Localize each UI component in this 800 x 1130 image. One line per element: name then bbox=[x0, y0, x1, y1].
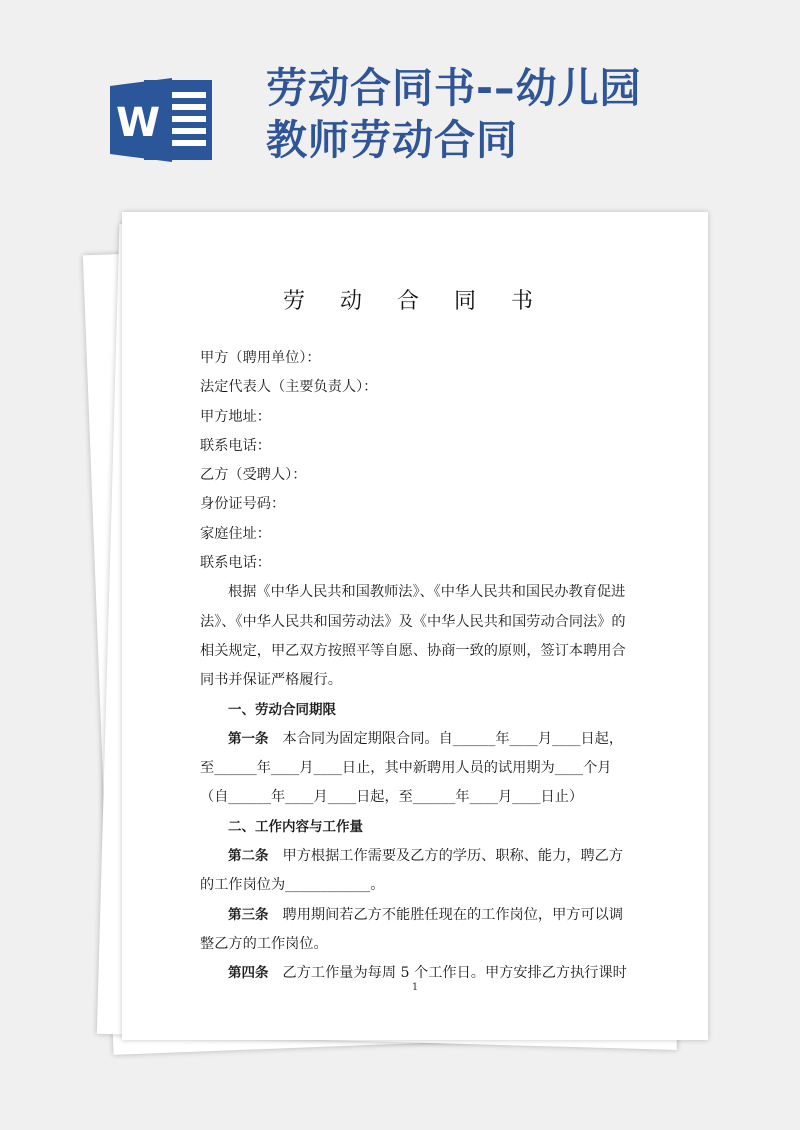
document-title: 劳 动 合 同 书 bbox=[283, 289, 547, 314]
field-party-a: 甲方（聘用单位）： bbox=[200, 350, 321, 366]
page-number: 1 bbox=[411, 982, 419, 993]
article-1-line: （自______年____月____日起，至______年____月____日止） bbox=[200, 789, 584, 806]
field-party-b: 乙方（受聘人）： bbox=[200, 467, 307, 484]
article-1-line: 至______年____月____日止，其中新聘用人员的试用期为____个月 bbox=[200, 760, 612, 777]
banner-title bbox=[266, 62, 766, 166]
word-document-icon bbox=[110, 78, 214, 162]
article-3-line: 整乙方的工作岗位。 bbox=[200, 935, 328, 952]
article-4-text: 乙方工作量为每周 5 个工作日。甲方安排乙方执行课时 bbox=[282, 965, 627, 982]
section-heading-term: 一、劳动合同期限 bbox=[228, 701, 336, 718]
document-page bbox=[122, 212, 708, 1040]
intro-paragraph-line: 法》、《中华人民共和国劳动法》及《中华人民共和国劳动合同法》的 bbox=[200, 613, 626, 630]
banner-title-line-1: 劳动合同书-–幼儿园 bbox=[266, 64, 642, 112]
article-1-line bbox=[200, 725, 642, 754]
article-2-label: 第二条 bbox=[228, 848, 269, 865]
intro-paragraph-line: 相关规定，甲乙双方按照平等自愿、协商一致的原则，签订本聘用合 bbox=[200, 642, 626, 659]
field-party-b-phone: 联系电话： bbox=[200, 555, 271, 572]
field-id-number: 身份证号码： bbox=[200, 496, 286, 513]
article-1-text: 本合同为固定期限合同。自______年____月____日起， bbox=[282, 730, 624, 747]
document-body bbox=[200, 344, 642, 989]
article-3-label: 第三条 bbox=[228, 906, 269, 923]
article-3-line bbox=[200, 901, 642, 930]
section-heading-work: 二、工作内容与工作量 bbox=[228, 818, 363, 835]
article-1-label: 第一条 bbox=[228, 730, 269, 747]
svg-text:W: W bbox=[116, 100, 161, 146]
field-party-a-phone: 联系电话： bbox=[200, 437, 271, 454]
field-home-address: 家庭住址： bbox=[200, 525, 271, 542]
article-2-line: 的工作岗位为____________。 bbox=[200, 877, 385, 894]
article-4-label: 第四条 bbox=[228, 965, 269, 982]
field-legal-representative: 法定代表人（主要负责人）： bbox=[200, 379, 378, 396]
intro-paragraph-line: 同书并保证严格履行。 bbox=[200, 672, 342, 689]
article-3-text: 聘用期间若乙方不能胜任现在的工作岗位，甲方可以调 bbox=[282, 906, 624, 923]
article-2-text: 甲方根据工作需要及乙方的学历、职称、能力，聘乙方 bbox=[282, 848, 624, 865]
field-party-a-address: 甲方地址： bbox=[200, 408, 271, 425]
article-2-line bbox=[200, 842, 642, 871]
banner-title-line-2: 教师劳动合同 bbox=[266, 116, 518, 164]
intro-paragraph-line: 根据《中华人民共和国教师法》、《中华人民共和国民办教育促进 bbox=[228, 584, 626, 601]
